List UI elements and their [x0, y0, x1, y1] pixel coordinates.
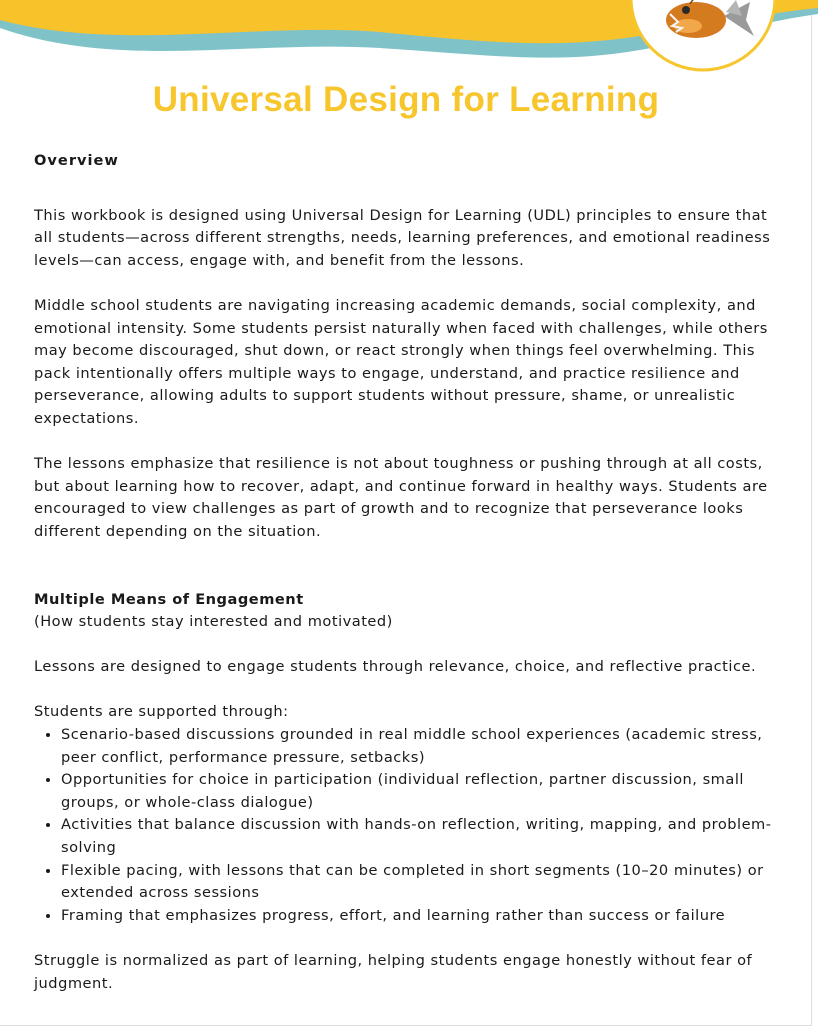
list-item: • Flexible pacing, with lessons that can be completed in short segments (10–20 minutes) or extended across sessions — [61, 860, 782, 905]
overview-paragraph-3: The lessons emphasize that resilience is not about toughness or pushing through at all costs, but about learning how to recover, adapt, and continue forward in healthy ways. Students are encouraged to view challenges as part of growth and to recognize that perseverance looks different depending on the situation. — [34, 455, 768, 540]
engagement-bullet-list — [34, 724, 782, 927]
engagement-subheading: (How students stay interested and motivated) — [34, 613, 393, 631]
engagement-list-intro: Students are supported through: — [34, 703, 289, 721]
page-title: Universal Design for Learning — [152, 80, 660, 119]
engagement-heading: Multiple Means of Engagement — [34, 590, 304, 608]
list-item: • Opportunities for choice in participation (individual reflection, partner discussion, small groups, or whole-class dialogue) — [61, 769, 782, 814]
overview-paragraph-1: This workbook is designed using Universal Design for Learning (UDL) principles to ensure that all students—across different strengths, needs, learning preferences, and emotional readiness levels—can access, engage with, and benefit from the lessons. — [34, 206, 771, 269]
overview-paragraph-2: Middle school students are navigating increasing academic demands, social complexity, and emotional intensity. Some students persist naturally when faced with challenges, while others may become discouraged, shut down, or react strongly when things feel overwhelming. This pack intentionally offers multiple ways to engage, understand, and practice resilience and perseverance, allowing adults to support students without pressure, shame, or unrealistic expectations. — [34, 296, 768, 427]
list-item: • Activities that balance discussion with hands-on reflection, writing, mapping, and problem-solving — [61, 814, 782, 859]
engagement-closing: Struggle is normalized as part of learning, helping students engage honestly without fear of judgment. — [34, 952, 753, 992]
engagement-intro: Lessons are designed to engage students through relevance, choice, and reflective practice. — [34, 658, 757, 676]
anglerfish-icon — [630, 0, 776, 76]
list-item: • Framing that emphasizes progress, effort, and learning rather than success or failure — [61, 905, 782, 928]
list-item: • Scenario-based discussions grounded in real middle school experiences (academic stress, peer conflict, performance pressure, setbacks) — [61, 724, 782, 769]
document-body — [34, 150, 782, 995]
overview-heading: Overview — [34, 152, 119, 169]
